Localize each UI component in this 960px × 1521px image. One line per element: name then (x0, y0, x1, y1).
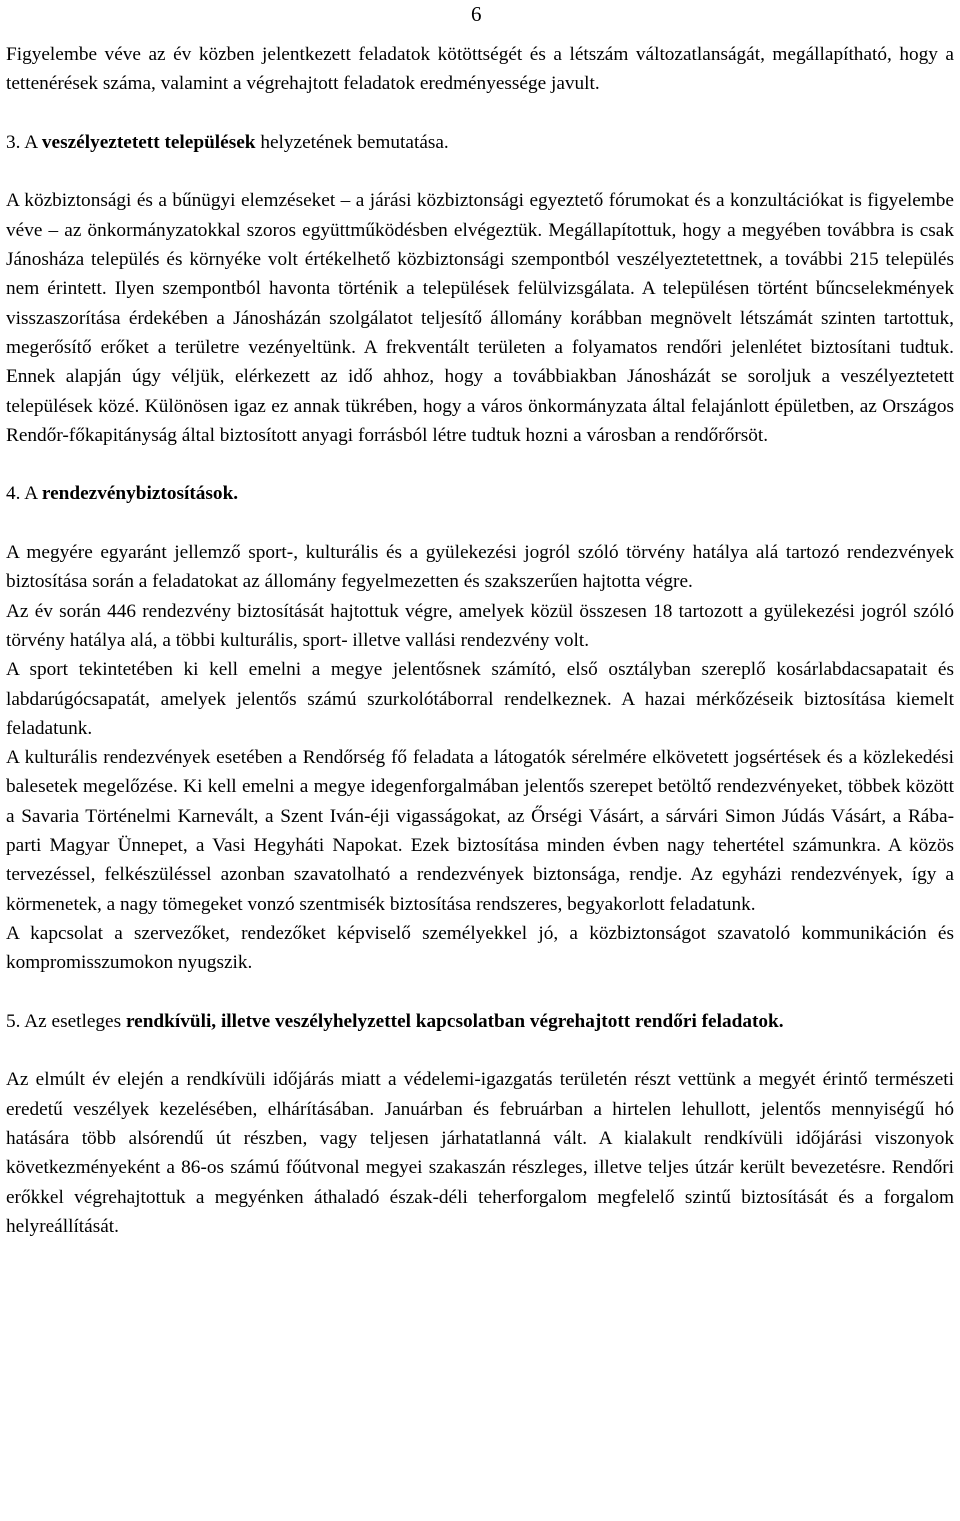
document-body (6, 40, 954, 1241)
section-4-paragraph: A sport tekintetében ki kell emelni a megye jelentősnek számító, első osztályban szereplő kosárlabdacsapatait és labdarúgócsapatát, amelyek jelentős számú szurkolótáborral rendelkeznek. A hazai mérkőzéseik biztosítása kiemelt feladatunk. (6, 659, 954, 739)
section-4-paragraph: A megyére egyaránt jellemző sport-, kulturális és a gyülekezési jogról szóló törvény hatálya alá tartozó rendezvények biztosítása során a feladatokat az állomány fegyelmezetten és szakszerűen hajtotta végre. (6, 542, 954, 593)
section-4-paragraph: A kulturális rendezvények esetében a Rendőrség fő feladata a látogatók sérelmére elkövetett jogsértések és a közlekedési balesetek megelőzése. Ki kell emelni a megye idegenforgalmában jelentős szerepet betöltő rendezvényeket, többek között a Savaria Történelmi Karnevált, a Szent Iván-éji vigasságokat, az Őrségi Vásárt, a sárvári Simon Júdás Vásárt, a Rába-parti Magyar Ünnepet, a Vasi Hegyháti Napokat. Ezek biztosítása minden évben nagy tehertétel számunkra. A közös tervezéssel, felkészüléssel azonban szavatolható a rendezvények biztonsága, rendje. Az egyházi rendezvények, így a körmenetek, a nagy tömegeket vonzó szentmisék biztosítása rendszeres, begyakorlott feladatunk. (6, 747, 954, 915)
section-3-heading-bold: veszélyeztetett települések (41, 131, 256, 153)
section-3-body: A közbiztonsági és a bűnügyi elemzéseket – a járási közbiztonsági egyeztető fórumokat és a konzultációkat is figyelembe véve – az önkormányzatokkal szoros együttműködésben elvégeztük. Megállapítottuk, hogy a megyében továbbra is csak Jánosháza település és környéke volt értékelhető közbiztonsági szempontból veszélyeztetettnek, a további 215 település nem érintett. Ilyen szempontból havonta történik a települések felülvizsgálata. A településen történt bűncselekmények visszaszorítása érdekében a Jánosházán szolgálatot teljesítő állomány korábban megnövelt létszámát szinten tartottuk, megerősítő erőket a területre vezényeltünk. A frekventált területen a folyamatos rendőri jelenlétet biztosítani tudtuk. Ennek alapján úgy véljük, elérkezett az idő ahhoz, hogy a továbbiakban Jánosházát se soroljuk a veszélyeztetett települések közé. Különösen igaz ez annak tükrében, hogy a város önkormányzata által felajánlott épületben, az Országos Rendőr-főkapitányság által biztosított anyagi forrásból létre tudtuk hozni a városban a rendőrőrsöt. (6, 190, 954, 446)
section-5-body: Az elmúlt év elején a rendkívüli időjárás miatt a védelemi-igazgatás területén részt vettünk a megyét érintő természeti eredetű veszélyek kezelésében, elhárításában. Januárban és februárban a hirtelen lehullott, jelentős mennyiségű hó hatására több alsórendű út részben, vagy teljesen járhatatlanná vált. A kialakult rendkívüli időjárási viszonyok következményeként a 86-os számú főútvonal megyei szakaszán részleges, illetve teljes útzár került bevezetésre. Rendőri erőkkel végrehajtottuk a megyénken áthaladó észak-déli teherforgalom megfelelő szintű biztosítását és a forgalom helyreállítását. (6, 1069, 954, 1237)
page-number: 6 (471, 2, 482, 26)
section-4-heading-bold: rendezvénybiztosítások. (41, 483, 239, 505)
section-5-heading (6, 1007, 954, 1036)
section-3-heading (6, 128, 954, 157)
section-5-heading-bold: rendkívüli, illetve veszélyhelyzettel kapcsolatban végrehajtott rendőri feladatok. (125, 1010, 784, 1032)
section-3-heading-rest: helyzetének bemutatása. (255, 131, 449, 153)
section-3-number: 3. A (6, 131, 42, 153)
section-4-paragraph: A kapcsolat a szervezőket, rendezőket képviselő személyekkel jó, a közbiztonságot szavatoló kommunikáción és kompromisszumokon nyugszik. (6, 922, 954, 974)
section-4-paragraph: Az év során 446 rendezvény biztosítását hajtottuk végre, amelyek közül összesen 18 tartozott a gyülekezési jogról szóló törvény hatálya alá, a többi kulturális, sport- illetve vallási rendezvény volt. (6, 600, 954, 651)
intro-paragraph: Figyelembe véve az év közben jelentkezett feladatok kötöttségét és a létszám változatlanságát, megállapítható, hogy a tettenérések száma, valamint a végrehajtott feladatok eredményessége javult. (6, 44, 954, 95)
section-4-heading (6, 479, 954, 508)
section-5-number: 5. Az esetleges (6, 1010, 126, 1032)
section-4-number: 4. A (6, 483, 42, 505)
